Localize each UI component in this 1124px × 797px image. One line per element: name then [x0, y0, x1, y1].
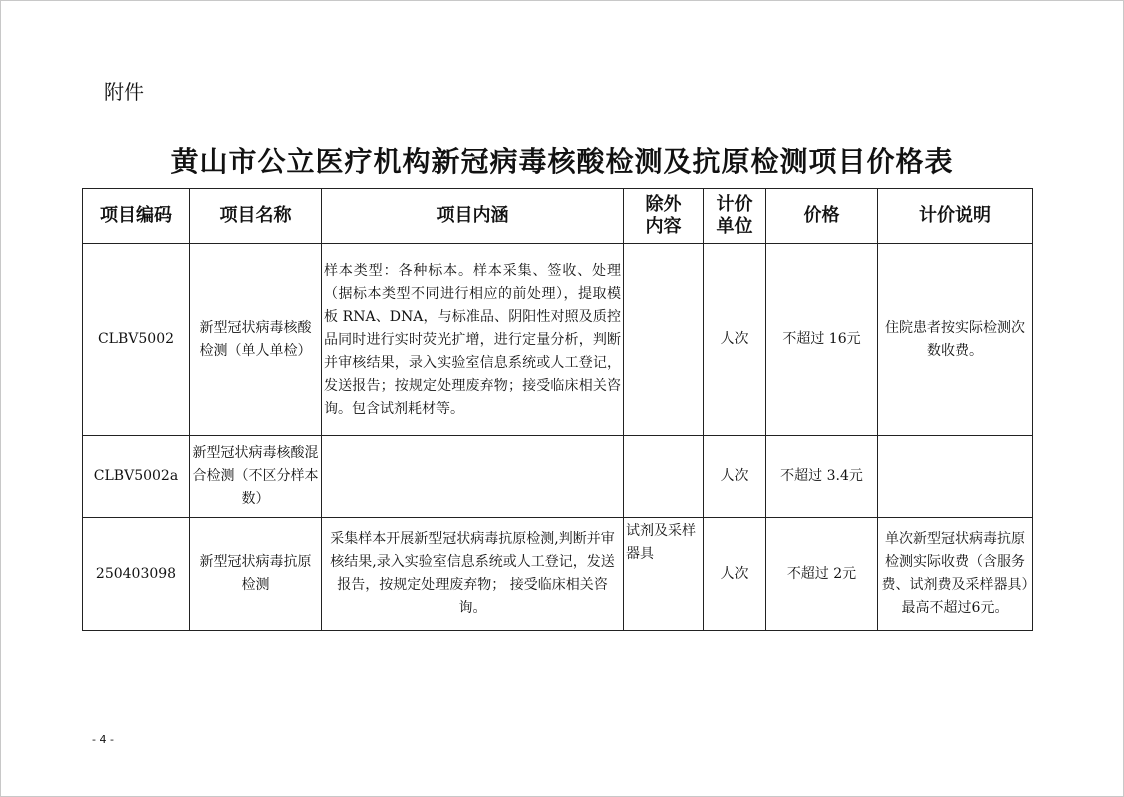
- cell-name: 新型冠状病毒核酸混合检测（不区分样本数）: [190, 436, 322, 518]
- table-header-row: [83, 189, 1033, 244]
- header-excluded: 除外内容: [624, 189, 704, 244]
- attachment-label: 附件: [104, 80, 144, 104]
- header-price: 价格: [766, 189, 878, 244]
- cell-note: 住院患者按实际检测次数收费。: [878, 244, 1033, 436]
- cell-content: 采集样本开展新型冠状病毒抗原检测,判断并审核结果,录入实验室信息系统或人工登记，发送报告，按规定处理废弃物； 接受临床相关咨询。: [322, 518, 624, 631]
- cell-excluded: [624, 244, 704, 436]
- cell-name: 新型冠状病毒抗原检测: [190, 518, 322, 631]
- header-note: 计价说明: [878, 189, 1033, 244]
- cell-unit: 人次: [704, 436, 766, 518]
- cell-price: 不超过 16元: [766, 244, 878, 436]
- cell-excluded: [624, 436, 704, 518]
- cell-content: 样本类型：各种标本。样本采集、签收、处理（据标本类型不同进行相应的前处理），提取模板 RNA、DNA，与标准品、阴阳性对照及质控品同时进行实时荧光扩增，进行定量分析，判断并审核结果，录入实验室信息系统或人工登记，发送报告；按规定处理废弃物；接受临床相关咨询。包含试剂耗材等。: [322, 244, 624, 436]
- cell-price: 不超过 3.4元: [766, 436, 878, 518]
- table-row: [83, 244, 1033, 436]
- cell-note: [878, 436, 1033, 518]
- header-code: 项目编码: [83, 189, 190, 244]
- price-table: [82, 188, 1033, 631]
- page-number: - 4 -: [92, 733, 114, 746]
- header-name: 项目名称: [190, 189, 322, 244]
- header-unit: 计价单位: [704, 189, 766, 244]
- cell-code: CLBV5002a: [83, 436, 190, 518]
- cell-excluded: 试剂及采样器具: [624, 518, 704, 631]
- table-row: [83, 518, 1033, 631]
- cell-price: 不超过 2元: [766, 518, 878, 631]
- header-content: 项目内涵: [322, 189, 624, 244]
- cell-name: 新型冠状病毒核酸检测（单人单检）: [190, 244, 322, 436]
- page-title: 黄山市公立医疗机构新冠病毒核酸检测及抗原检测项目价格表: [170, 145, 954, 178]
- cell-note: 单次新型冠状病毒抗原检测实际收费（含服务费、试剂费及采样器具）最高不超过6元。: [878, 518, 1033, 631]
- cell-code: 250403098: [83, 518, 190, 631]
- cell-content: [322, 436, 624, 518]
- cell-unit: 人次: [704, 244, 766, 436]
- cell-code: CLBV5002: [83, 244, 190, 436]
- table-row: [83, 436, 1033, 518]
- cell-unit: 人次: [704, 518, 766, 631]
